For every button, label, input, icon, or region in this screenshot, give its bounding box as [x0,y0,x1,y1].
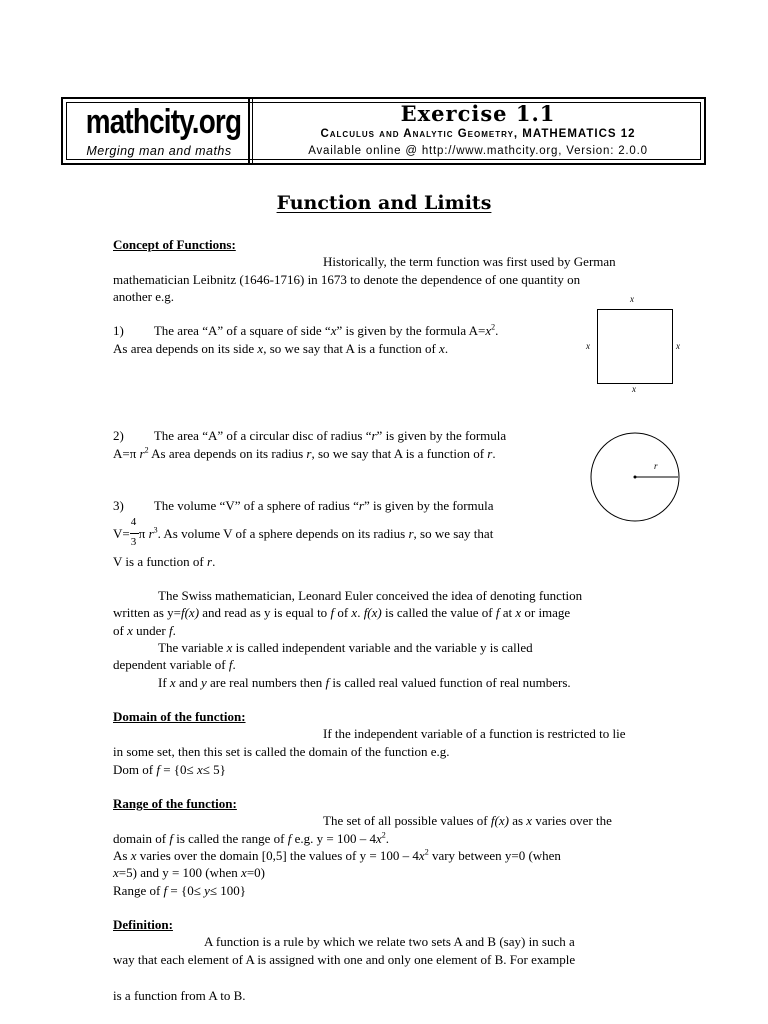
square-label-right: x [676,341,680,351]
square-figure [597,309,673,384]
concept-line2: mathematician Leibnitz (1646-1716) in 1673 to denote the dependence of one quantity on [113,272,581,287]
domain-line1: If the independent variable of a function is restricted to lie [323,726,626,741]
definition-line1: A function is a rule by which we relate two sets A and B (say) in such a [204,934,575,949]
example2-line1: 2) The area “A” of a circular disc of radius “r” is given by the formula [113,428,507,443]
example1-line1: 1) The area “A” of a square of side “x” is given by the formula $A=x^2$. [113,322,499,338]
euler-line2: written as y=f(x) and read as y is equal to f of x. f(x) is called the value of f at x or image [113,605,571,620]
concept-heading: Concept of Functions: [113,237,236,252]
range-line1: The set of all possible values of f(x) as x varies over the [323,813,612,828]
euler-line6: If x and y are real numbers then f is called real valued function of real numbers. [158,675,571,690]
page-title [0,192,768,214]
domain-line3: Dom of f = {0≤ x≤ 5} [113,762,226,777]
concept-line1: Historically, the term function was first used by German [323,254,616,269]
range-heading: Range of the function: [113,796,237,811]
range-line4: x=5) and y = 100 (when x=0) [113,865,265,880]
example3-line3: V is a function of r. [113,554,216,569]
euler-line1: The Swiss mathematician, Leonard Euler conceived the idea of denoting function [158,588,583,603]
domain-heading: Domain of the function: [113,709,246,724]
square-label-left: x [586,341,590,351]
range-line5: Range of f = {0≤ y≤ 100} [113,883,247,898]
range-line2: domain of f is called the range of f e.g. $y = 100 - 4x^2$. [113,830,390,846]
circle-label-radius: r [654,461,658,471]
euler-line4: The variable x is called independent variable and the variable y is called [158,640,533,655]
example3-line1: 3) The volume “V” of a sphere of radius “r” is given by the formula [113,498,494,513]
exercise-title: Exercise 1.1 [400,101,556,126]
square-label-top: x [630,294,634,304]
availability-line: Available online @ http://www.mathcity.org, Version: 2.0.0 [308,145,648,157]
site-tagline: Merging man and maths [86,144,232,158]
domain-line2: in some set, then this set is called the domain of the function e.g. [113,744,450,759]
range-line3: As x varies over the domain [0,5] the values of $y = 100 - 4x^2$ vary between y=0 (when [113,847,561,863]
header-divider-inner [252,99,253,163]
fraction-four-thirds: $\frac{4}{3}$ [130,525,139,542]
circle-figure [588,430,682,524]
definition-line2: way that each element of A is assigned with one and only one element of B. For example [113,952,576,967]
euler-line5: dependent variable of f. [113,657,236,672]
subject-line: Calculus and Analytic Geometry, MATHEMATICS 12 [320,128,636,140]
example1-line2: As area depends on its side x, so we say that A is a function of x. [113,341,449,356]
example3-line2: V= $\frac{4}{3}$ π $r^3$. As volume V of a sphere depends on its radius r, so we say that [113,516,494,548]
definition-line3: is a function from A to B. [113,988,246,1003]
euler-line3: of x under f. [113,623,176,638]
page-title-text: Function and Limits [276,192,492,214]
concept-line3: another e.g. [113,289,175,304]
example2-line2: A=π $r^2$ As area depends on its radius r, so we say that A is a function of r. [113,445,496,461]
square-label-bottom: x [632,384,636,394]
site-logo: mathcity.org [85,103,242,141]
header-box [61,97,706,165]
definition-heading: Definition: [113,917,173,932]
